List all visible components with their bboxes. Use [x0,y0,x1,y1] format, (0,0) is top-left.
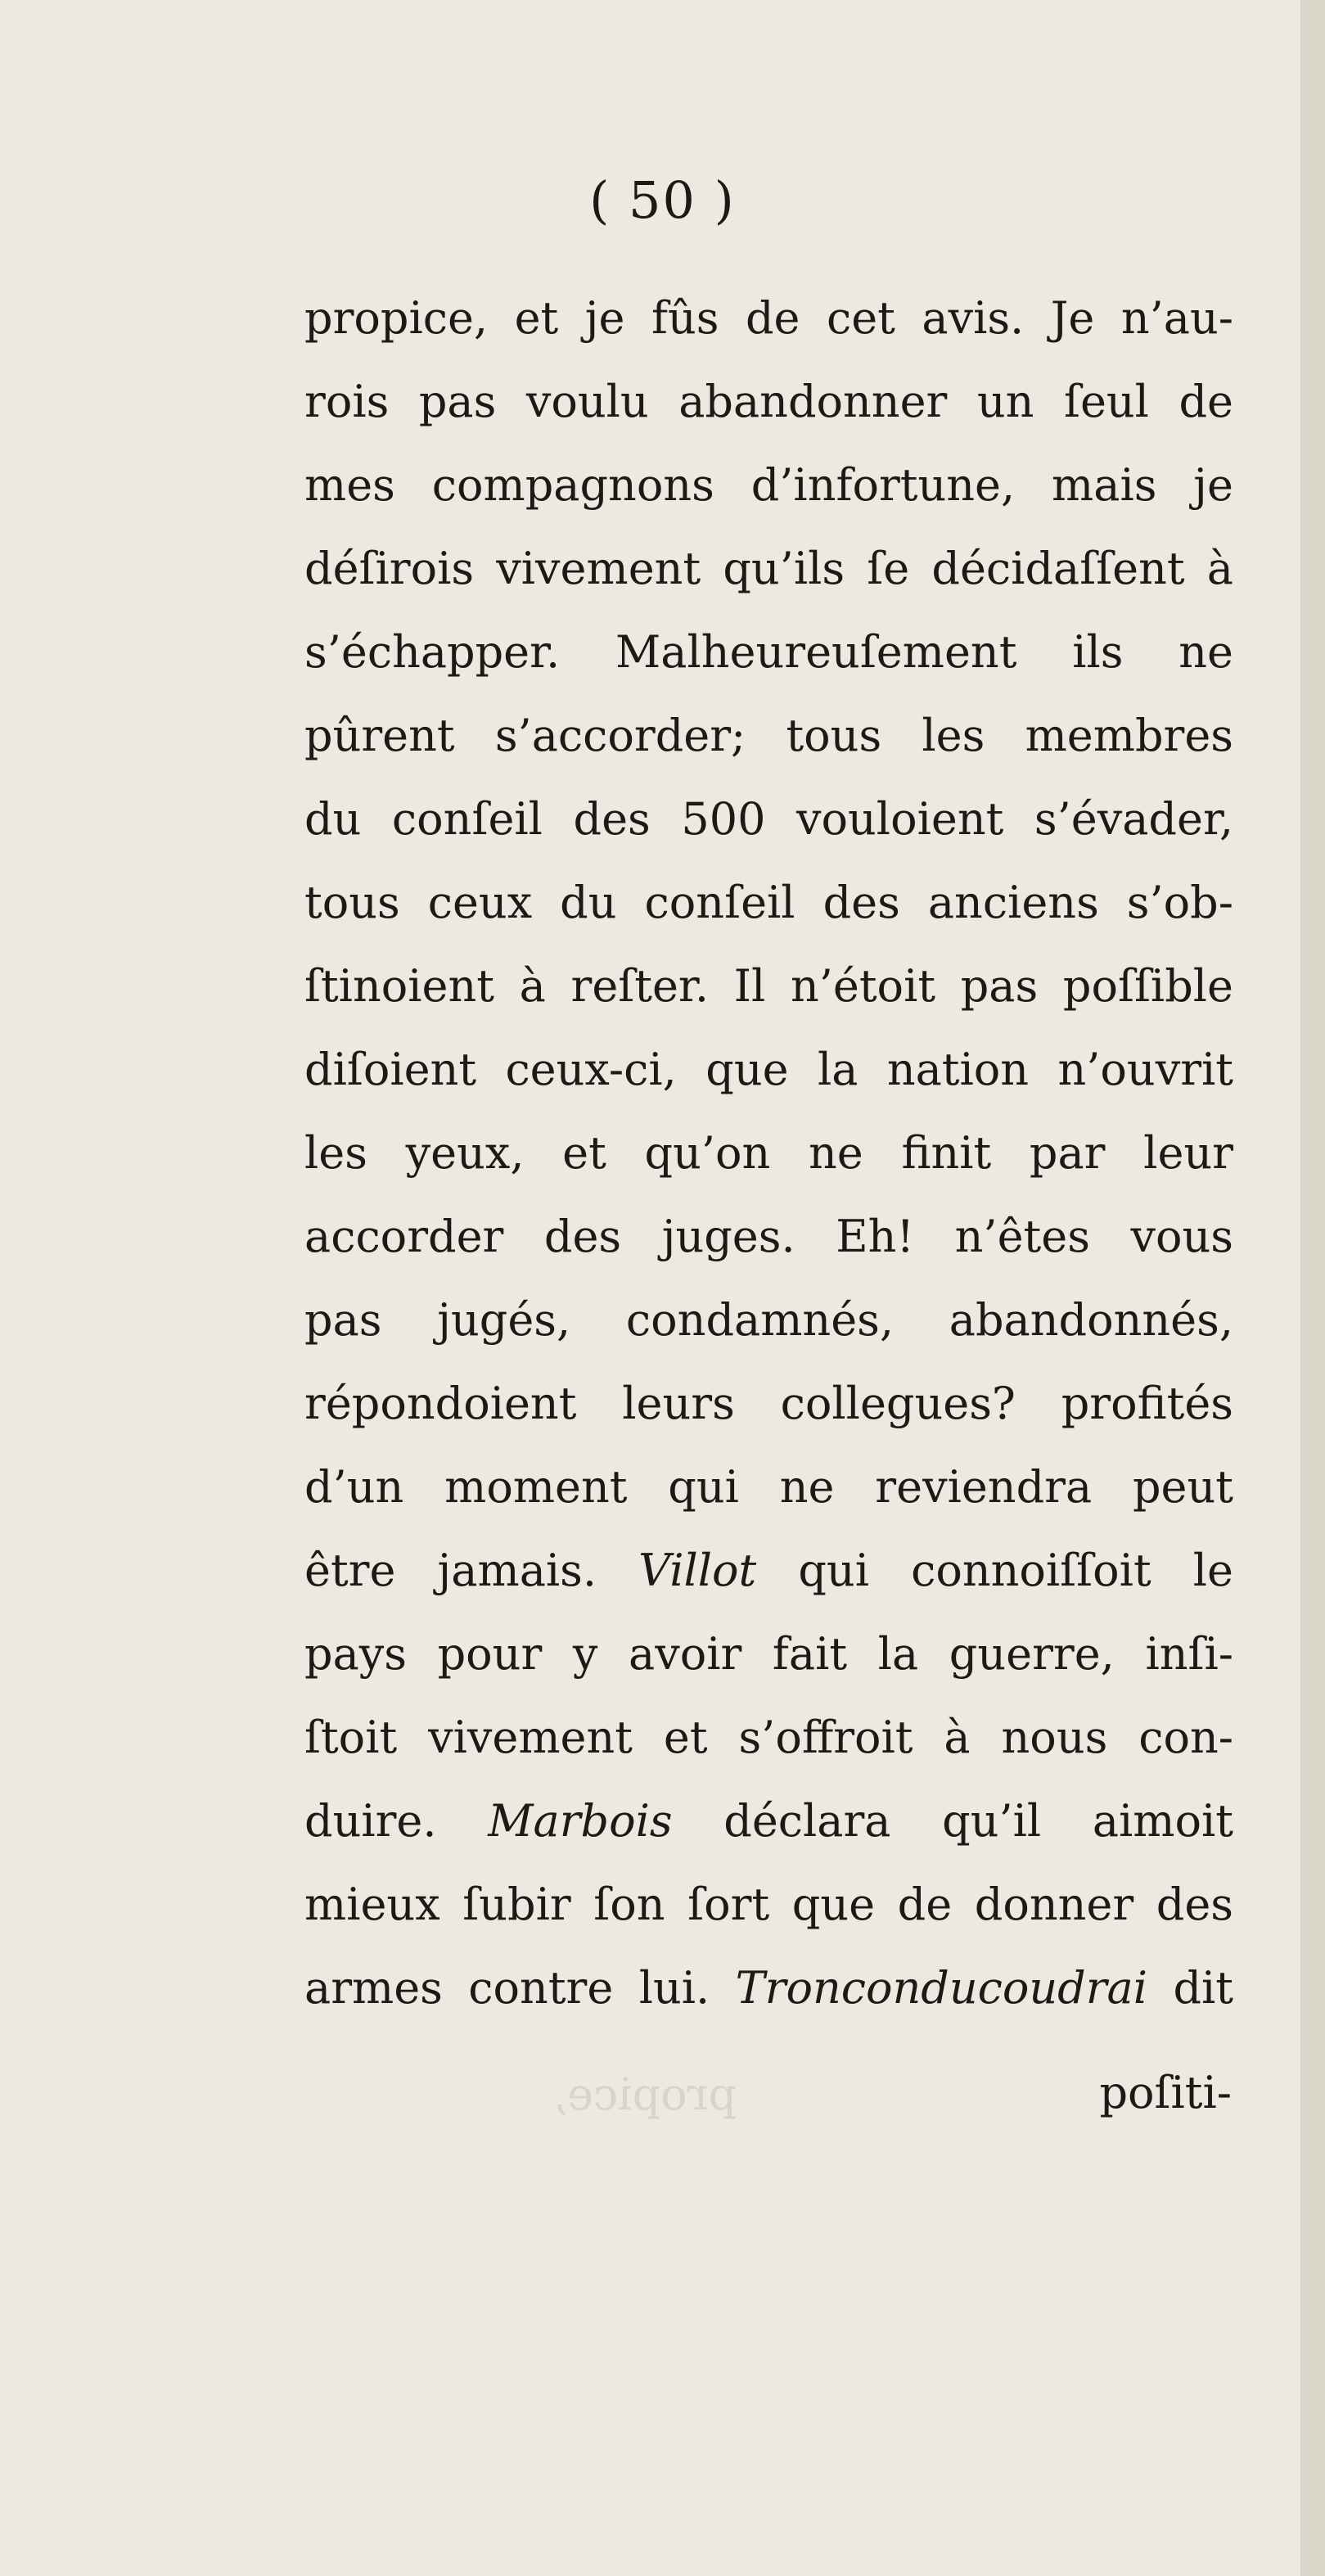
text-line: ſtinoient à reſter. Il n’étoit pas poſſible [304,960,1233,1012]
text-line: déſirois vivement qu’ils ſe décidaſſent à [304,543,1233,594]
text-line: pas jugés, condamnés, abandonnés, [304,1294,1233,1346]
text-line: du conſeil des 500 vouloient s’évader, [304,793,1233,845]
text-line: pays pour y avoir fait la guerre, inſi- [304,1628,1233,1680]
page-number: ( 50 ) [589,170,736,230]
text-line: mes compagnons d’infortune, mais je [304,459,1233,511]
text-line: d’un moment qui ne reviendra peut [304,1461,1233,1513]
text-segment: armes contre lui. [304,1962,710,2014]
italic-name: Marbois [488,1795,673,1847]
bleed-through-text: propice, [552,2068,737,2120]
text-line [304,1529,1233,1613]
text-line: s’échapper. Malheureuſement ils ne [304,626,1233,678]
italic-name: Villot [638,1545,757,1596]
text-line: tous ceux du conſeil des anciens s’ob- [304,877,1233,928]
text-line: accorder des juges. Eh! n’êtes vous [304,1211,1233,1262]
text-segment: être jamais. [304,1545,597,1596]
text-segment: dit [1173,1962,1233,2014]
text-line [304,1780,1233,1863]
text-line: diſoient ceux-ci, que la nation n’ouvrit [304,1044,1233,1095]
page-edge [1300,0,1325,2576]
text-line: rois pas voulu abandonner un ſeul de [304,376,1233,427]
text-line: répondoient leurs collegues? profités [304,1378,1233,1429]
catchword: poſiti- [1099,2067,1232,2118]
text-line: mieux ſubir ſon ſort que de donner des [304,1879,1233,1930]
italic-name: Tronconducoudrai [735,1962,1148,2014]
text-segment: duire. [304,1795,437,1847]
text-line: propice, et je fûs de cet avis. Je n’au- [304,292,1233,344]
text-line: ſtoit vivement et s’offroit à nous con- [304,1712,1233,1763]
text-segment: déclara qu’il aimoit [723,1795,1233,1847]
text-line [304,1947,1233,2030]
text-line: les yeux, et qu’on ne finit par leur [304,1127,1233,1179]
body-text [304,277,1233,2030]
text-line: pûrent s’accorder; tous les membres [304,710,1233,761]
text-segment: qui connoiſſoit le [798,1545,1233,1596]
